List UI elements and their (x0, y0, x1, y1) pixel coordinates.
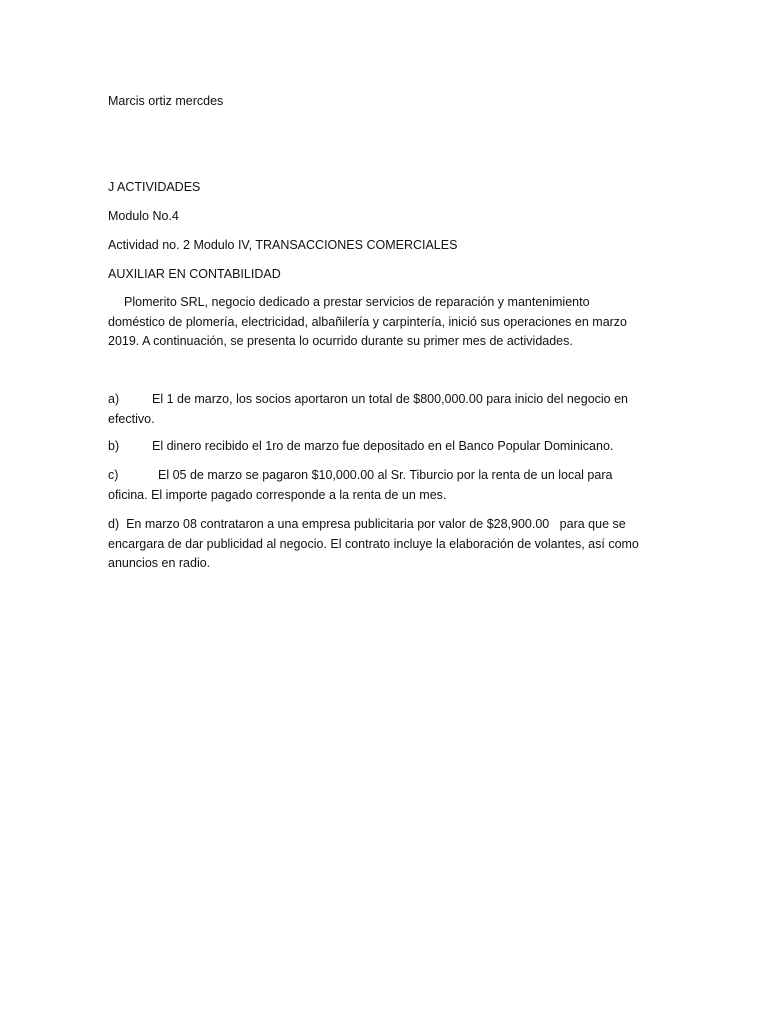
item-text: El 1 de marzo, los socios aportaron un total de $800,000.00 para inicio del negocio en efectivo. (108, 392, 629, 426)
course-title: AUXILIAR EN CONTABILIDAD (108, 267, 281, 281)
item-text: En marzo 08 contrataron a una empresa publicitaria por valor de $28,900.00 para que se encargara de dar publicidad al negocio. El contrato incluye la elaboración de volantes, así como anuncios en radio. (108, 517, 643, 570)
intro-text: Plomerito SRL, negocio dedicado a prestar servicios de reparación y mantenimiento doméstico de plomería, electricidad, albañilería y carpintería, inició sus operaciones en marzo 2019. A continuación, se presenta lo ocurrido durante su primer mes de actividades. (108, 295, 628, 348)
item-marker: b) (108, 439, 120, 453)
item-marker: d) (108, 517, 120, 531)
item-text: El 05 de marzo se pagaron $10,000.00 al Sr. Tiburcio por la renta de un local para oficina. El importe pagado corresponde a la renta de un mes. (108, 468, 613, 502)
list-item-d (108, 515, 648, 574)
author-name: Marcis ortiz mercdes (108, 94, 224, 108)
intro-paragraph (108, 293, 648, 352)
list-item-b (108, 437, 648, 457)
item-text: El dinero recibido el 1ro de marzo fue depositado en el Banco Popular Dominicano. (152, 439, 614, 453)
activity-title: Actividad no. 2 Modulo IV, TRANSACCIONES COMERCIALES (108, 238, 458, 252)
module-label: Modulo No.4 (108, 209, 179, 223)
item-marker: c) (108, 468, 119, 482)
list-item-a (108, 390, 648, 429)
section-heading: J ACTIVIDADES (108, 180, 201, 194)
list-item-c (108, 466, 648, 505)
item-marker: a) (108, 392, 120, 406)
